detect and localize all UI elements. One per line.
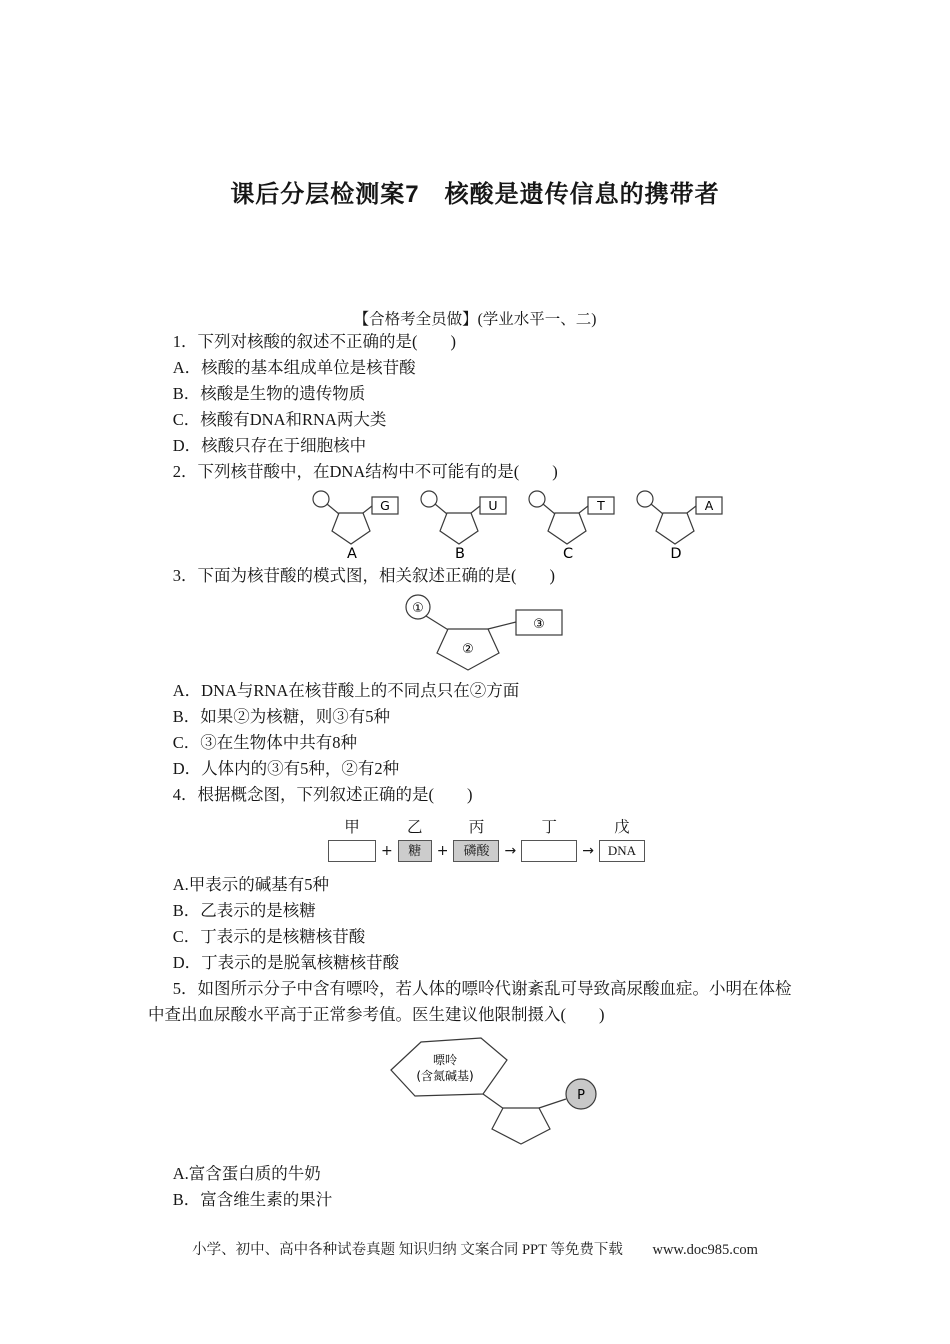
base-number: ③ (533, 617, 545, 632)
sugar-pentagon-icon (656, 513, 694, 544)
connector-line (543, 504, 555, 514)
concept-col-jia (328, 816, 376, 862)
option-letter: A (347, 546, 357, 561)
page-title: 课后分层检测案7 核酸是遗传信息的携带者 (230, 181, 720, 208)
q5-molecule-diagram (383, 1032, 653, 1156)
sugar-number: ② (462, 642, 474, 657)
sugar-pentagon-icon (492, 1108, 550, 1144)
base-letter: G (380, 498, 390, 513)
q4-option-b: B．乙表示的是核糖 (172, 901, 316, 920)
sugar-pentagon-icon (332, 513, 370, 544)
phosphate-letter: P (577, 1088, 585, 1103)
footer-text: 小学、初中、高中各种试卷真题 知识归纳 文案合同 PPT 等免费下载 (192, 1242, 623, 1258)
option-letter: D (670, 546, 682, 561)
q2-nucleotide-diagrams (308, 487, 802, 561)
connector-line (426, 616, 450, 631)
concept-label-wu: 戊 (614, 819, 630, 836)
q2-nucleotide-b-diagram (416, 487, 516, 561)
sugar-pentagon-icon (548, 513, 586, 544)
q5-option-b: B．富含维生素的果汁 (172, 1190, 333, 1209)
q3-nucleotide-model-diagram (398, 591, 598, 671)
base-letter: A (704, 498, 714, 513)
concept-col-ding (521, 816, 577, 862)
q4-option-a: A.甲表示的碱基有5种 (172, 875, 330, 894)
plus-connector: + (381, 843, 393, 859)
purine-label-line2: (含氮碱基) (416, 1069, 474, 1083)
connector-line (687, 506, 696, 513)
sugar-pentagon-icon (440, 513, 478, 544)
connector-line (471, 506, 480, 513)
arrow-connector: → (582, 843, 594, 859)
q1-option-d: D．核酸只存在于细胞核中 (172, 436, 367, 455)
q3-option-b: B．如果②为核糖，则③有5种 (172, 707, 391, 726)
concept-box-wu: DNA (599, 840, 645, 862)
connector-line (488, 622, 516, 629)
q3-diagram-row (398, 591, 802, 676)
footer-url: www.doc985.com (652, 1242, 758, 1258)
q3-option-c: C．③在生物体中共有8种 (172, 733, 358, 752)
q4-option-d: D．丁表示的是脱氧核糖核苷酸 (172, 953, 400, 972)
concept-label-bing: 丙 (468, 819, 485, 836)
phosphate-circle-icon (421, 491, 437, 507)
q4-stem: 4．根据概念图，下列叙述正确的是( ) (172, 785, 473, 804)
q3-option-a: A．DNA与RNA在核苷酸上的不同点只在②方面 (172, 681, 520, 700)
q5-stem: 5．如图所示分子中含有嘌呤，若人体的嘌呤代谢紊乱可导致高尿酸血症。小明在体检中查出血尿酸水平高于正常参考值。医生建议他限制摄入( ) (148, 979, 792, 1024)
purine-hexagon-icon (391, 1038, 507, 1096)
concept-box-yi: 糖 (398, 840, 432, 862)
plus-connector: + (436, 843, 449, 859)
purine-label-line1: 嘌呤 (432, 1053, 458, 1067)
arrow-connector: → (504, 843, 517, 859)
connector-line (327, 504, 339, 514)
q1-stem: 1．下列对核酸的叙述不正确的是( ) (172, 332, 456, 351)
phosphate-number: ① (412, 601, 424, 616)
phosphate-circle-icon (529, 491, 545, 507)
concept-box-bing: 磷酸 (453, 840, 499, 862)
q3-option-d: D．人体内的③有5种，②有2种 (172, 759, 400, 778)
connector-line (363, 506, 372, 513)
concept-col-wu (599, 816, 645, 862)
concept-label-yi: 乙 (406, 819, 423, 836)
connector-line (579, 506, 588, 513)
q5-diagram-row (383, 1032, 802, 1161)
q2-nucleotide-a-diagram (308, 487, 408, 561)
connector-line (483, 1094, 504, 1109)
concept-col-bing (453, 816, 499, 862)
phosphate-circle-icon (637, 491, 653, 507)
base-letter: T (597, 498, 605, 513)
connector-line (539, 1099, 566, 1108)
section-header: 【合格考全员做】(学业水平一、二) (353, 311, 597, 328)
q3-stem: 3．下面为核苷酸的模式图，相关叙述正确的是( ) (172, 566, 555, 585)
q1-option-a: A．核酸的基本组成单位是核苷酸 (172, 358, 416, 377)
concept-label-ding: 丁 (541, 819, 557, 836)
q2-nucleotide-c-diagram (524, 487, 624, 561)
q4-concept-diagram (328, 816, 802, 862)
option-letter: B (455, 546, 465, 561)
q2-stem: 2．下列核苷酸中，在DNA结构中不可能有的是( ) (172, 462, 558, 481)
connector-line (651, 504, 663, 514)
base-letter: U (488, 498, 498, 513)
q4-option-c: C．丁表示的是核糖核苷酸 (172, 927, 366, 946)
concept-col-yi (398, 816, 432, 862)
q1-option-c: C．核酸有DNA和RNA两大类 (172, 410, 387, 429)
phosphate-circle-icon (313, 491, 329, 507)
q2-nucleotide-d-diagram (632, 487, 732, 561)
concept-box-jia (328, 840, 376, 862)
concept-label-jia: 甲 (344, 819, 360, 836)
q5-option-a: A.富含蛋白质的牛奶 (172, 1164, 321, 1183)
connector-line (435, 504, 447, 514)
page-footer (0, 1238, 950, 1259)
option-letter: C (562, 546, 574, 561)
q1-option-b: B．核酸是生物的遗传物质 (172, 384, 366, 403)
concept-box-ding (521, 840, 577, 862)
